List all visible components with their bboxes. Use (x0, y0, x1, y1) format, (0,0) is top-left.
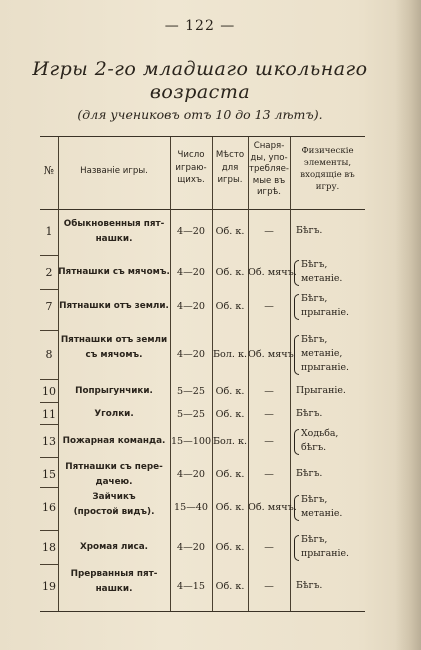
players-count: 15—100 (170, 435, 212, 447)
header-equipment-line: требляе- (248, 164, 290, 174)
physical-elements (296, 384, 346, 398)
header-place-line: игры. (217, 175, 243, 185)
game-name (58, 460, 170, 490)
page-number: — 122 — (164, 18, 236, 34)
page-subtitle: (для учениковъ отъ 10 до 13 лѣтъ). (77, 107, 323, 122)
play-place: Об. к. (215, 541, 245, 553)
game-name-line: нашки. (95, 584, 133, 594)
equipment: Об. мячъ. (248, 501, 297, 513)
row-number-divider (40, 255, 58, 256)
game-name-line: нашки. (95, 234, 133, 244)
curly-brace-icon (294, 260, 299, 286)
physical-elements (301, 533, 349, 561)
row-number: 2 (45, 265, 53, 279)
players-count: 5—25 (177, 408, 205, 420)
game-name (58, 407, 170, 422)
physical-elements (301, 427, 338, 455)
game-name-line: Пожарная команда. (62, 435, 166, 446)
header-physical-line: игру. (315, 182, 340, 192)
physical-elements (296, 467, 322, 481)
header-equipment-line: игрѣ. (256, 187, 282, 197)
curly-brace-icon (294, 535, 299, 561)
game-name-line: Хромая лиса. (79, 541, 149, 552)
row-number-divider (40, 564, 58, 565)
physical-elements (296, 224, 322, 238)
game-name-line: Прерванныя пят- (70, 569, 158, 579)
physical-element-line: Бѣгъ. (296, 225, 323, 236)
game-name-line: Попрыгунчики. (75, 385, 153, 396)
players-count: 4—20 (177, 300, 205, 312)
equipment: — (264, 468, 274, 480)
game-name (58, 265, 170, 280)
header-physical-line: Физическіе (301, 146, 354, 156)
physical-elements (301, 333, 349, 375)
equipment: — (264, 225, 274, 237)
row-number: 10 (42, 384, 56, 398)
header-count (170, 149, 212, 187)
physical-element-line: Бѣгъ, (301, 259, 328, 270)
game-name-line: Уголки. (94, 408, 134, 419)
players-count: 4—20 (177, 266, 205, 278)
row-number: 7 (45, 299, 53, 313)
play-place: Бол. к. (212, 435, 248, 447)
equipment: — (264, 580, 274, 592)
physical-elements (296, 579, 322, 593)
physical-element-line: Ходьба, (301, 428, 339, 439)
curly-brace-icon (294, 335, 299, 375)
players-count: 4—20 (177, 225, 205, 237)
header-physical-line: элементы, (303, 158, 352, 168)
play-place: Об. к. (215, 385, 245, 397)
physical-element-line: прыганіе. (301, 548, 349, 559)
players-count: 5—25 (177, 385, 205, 397)
header-physical-line: входящіе въ (300, 170, 355, 180)
row-number: 1 (45, 224, 53, 238)
column-divider (290, 137, 291, 611)
play-place: Об. к. (215, 580, 245, 592)
play-place: Об. к. (215, 408, 245, 420)
game-name-line: Зайчикъ (92, 492, 136, 502)
players-count: 4—20 (177, 541, 205, 553)
game-name-line: Пятнашки отъ земли. (59, 300, 169, 311)
row-number-divider (40, 530, 58, 531)
header-equipment (248, 141, 290, 199)
physical-element-line: Прыганіе. (296, 385, 346, 396)
row-number-divider (40, 379, 58, 380)
equipment: — (264, 408, 274, 420)
header-equipment-line: мые въ (252, 175, 286, 186)
header-count-line: щихъ. (177, 175, 205, 185)
header-divider (40, 209, 365, 210)
row-number: 13 (42, 434, 56, 448)
game-name (58, 567, 170, 597)
row-number: 18 (42, 540, 56, 554)
play-place: Бол. к. (212, 348, 248, 360)
physical-elements (301, 258, 342, 286)
physical-elements (296, 407, 322, 421)
physical-element-line: Бѣгъ, (301, 494, 328, 505)
physical-element-line: прыганіе. (301, 307, 349, 318)
players-count: 4—20 (177, 468, 205, 480)
physical-element-line: Бѣгъ. (296, 408, 323, 419)
page-title-line-1: Игры 2-го младшаго школьнаго (32, 58, 368, 80)
game-name-line: съ мячомъ. (85, 350, 143, 360)
row-number-divider (40, 402, 58, 403)
row-number-divider (40, 487, 58, 488)
header-count-line: играю- (175, 162, 207, 173)
game-name-line: Пятнашки съ пере- (65, 462, 163, 472)
physical-elements (301, 493, 342, 521)
players-count: 15—40 (173, 501, 208, 513)
play-place: Об. к. (215, 468, 245, 480)
header-physical (290, 145, 365, 193)
play-place: Об. к. (215, 300, 245, 312)
row-number: 16 (42, 500, 56, 514)
equipment: Об. мячъ (248, 348, 294, 360)
page-title-line-2: возраста (149, 81, 251, 103)
game-name-line: дачею. (95, 477, 133, 487)
row-number-divider (40, 289, 58, 290)
row-number: 19 (42, 579, 56, 593)
play-place: Об. к. (215, 501, 245, 513)
curly-brace-icon (294, 429, 299, 455)
header-equipment-line: Снаря- (253, 141, 285, 151)
game-name-line: Пятнашки отъ земли (60, 335, 168, 345)
row-number: 8 (45, 347, 53, 361)
equipment: — (264, 435, 274, 447)
game-name (58, 384, 170, 399)
physical-element-line: прыганіе. (301, 362, 349, 373)
physical-element-line: Бѣгъ. (296, 468, 323, 479)
physical-element-line: метаніе. (301, 508, 343, 519)
games-table (40, 136, 365, 612)
equipment: Об. мячъ. (248, 266, 297, 278)
physical-element-line: Бѣгъ, (301, 534, 328, 545)
players-count: 4—20 (177, 348, 205, 360)
equipment: — (264, 300, 274, 312)
physical-element-line: Бѣгъ, (301, 334, 328, 345)
physical-element-line: бѣгъ. (301, 442, 327, 453)
physical-element-line: Бѣгъ, (301, 293, 328, 304)
header-equipment-line: ды, упо- (250, 152, 288, 163)
game-name (58, 333, 170, 363)
header-place-line: для (221, 162, 239, 173)
header-count-line: Число (177, 150, 205, 160)
equipment: — (264, 385, 274, 397)
game-name-line: (простой видъ). (73, 507, 155, 517)
header-name: Названіе игры. (80, 166, 148, 176)
game-name (58, 490, 170, 520)
game-name (58, 434, 170, 449)
physical-element-line: Бѣгъ. (296, 580, 323, 591)
play-place: Об. к. (215, 225, 245, 237)
game-name (58, 540, 170, 555)
physical-element-line: метаніе, (301, 348, 343, 359)
header-number: № (43, 164, 55, 177)
row-number-divider (40, 457, 58, 458)
header-place-line: Мѣсто (215, 150, 245, 160)
game-name (58, 299, 170, 314)
row-number-divider (40, 424, 58, 425)
curly-brace-icon (294, 294, 299, 320)
row-number-divider (40, 330, 58, 331)
curly-brace-icon (294, 495, 299, 521)
physical-elements (301, 292, 349, 320)
play-place: Об. к. (215, 266, 245, 278)
row-number: 15 (42, 467, 56, 481)
physical-element-line: метаніе. (301, 273, 343, 284)
header-place (212, 149, 248, 187)
game-name-line: Пятнашки съ мячомъ. (58, 266, 170, 277)
players-count: 4—15 (177, 580, 205, 592)
equipment: — (264, 541, 274, 553)
game-name-line: Обыкновенныя пят- (63, 219, 165, 229)
game-name (58, 217, 170, 247)
row-number: 11 (42, 407, 56, 421)
